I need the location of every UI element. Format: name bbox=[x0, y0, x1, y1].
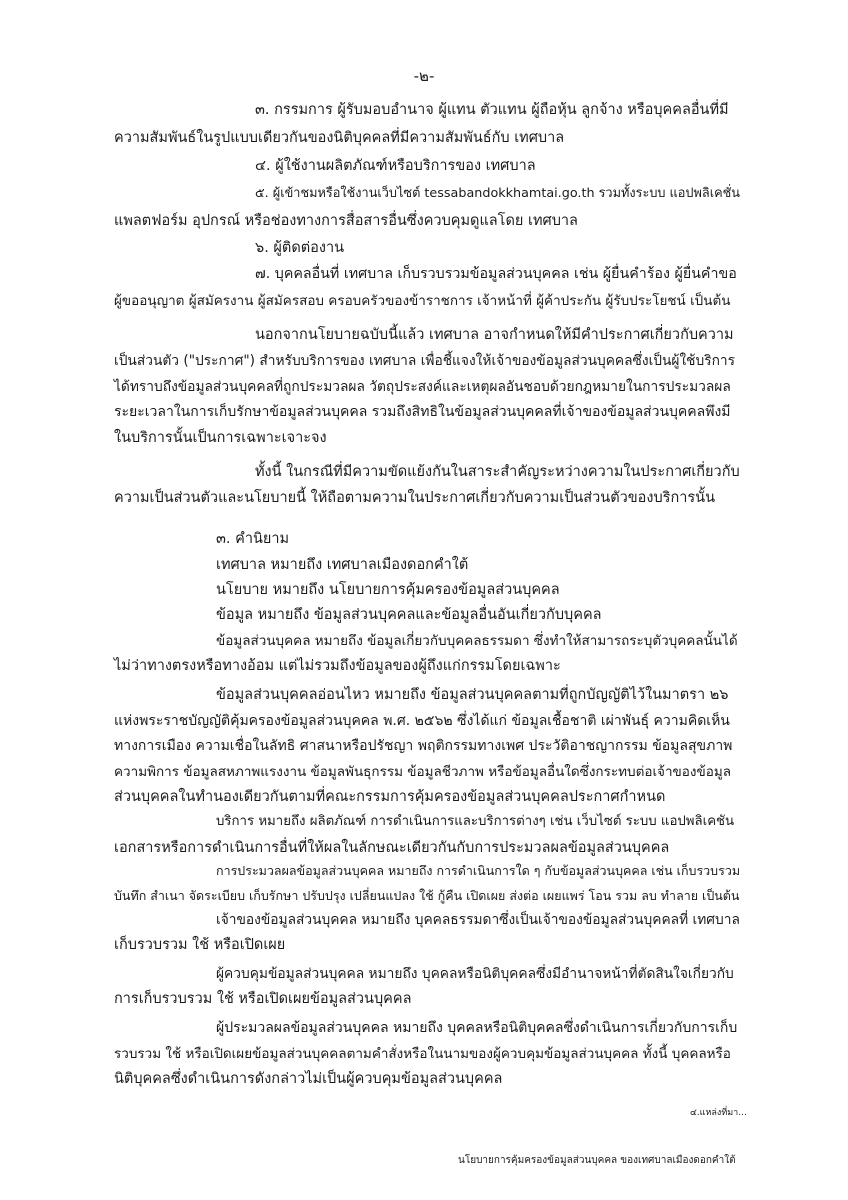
definition-line: การประมวลผลข้อมูลส่วนบุคคล หมายถึง การดำเนินการใด ๆ กับข้อมูลส่วนบุคคล เช่น เก็บรวบรวม bbox=[216, 863, 741, 878]
definition-line: ข้อมูลส่วนบุคคล หมายถึง ข้อมูลเกี่ยวกับบุคคลธรรมดา ซึ่งทำให้สามารถระบุตัวบุคคลนั้นได้ bbox=[216, 633, 738, 649]
paragraph-line: ความเป็นส่วนตัวและนโยบายนี้ ให้ถือตามความในประกาศเกี่ยวกับความเป็นส่วนตัวของบริการนั้น bbox=[114, 490, 715, 506]
definition-line: เอกสารหรือการดำเนินการอื่นที่ให้ผลในลักษณะเดียวกันกับการประมวลผลข้อมูลส่วนบุคคล bbox=[114, 840, 670, 856]
definition-line: บริการ หมายถึง ผลิตภัณฑ์ การดำเนินการและบริการต่างๆ เช่น เว็บไซต์ ระบบ แอปพลิเคชัน bbox=[216, 814, 735, 829]
definition-line: เทศบาล หมายถึง เทศบาลเมืองดอกคำใต้ bbox=[216, 557, 469, 573]
definition-line: ผู้ประมวลผลข้อมูลส่วนบุคคล หมายถึง บุคคลหรือนิติบุคคลซึ่งดำเนินการเกี่ยวกับการเก็บ bbox=[216, 1020, 738, 1036]
definition-line: ผู้ควบคุมข้อมูลส่วนบุคคล หมายถึง บุคคลหรือนิติบุคคลซึ่งมีอำนาจหน้าที่ตัดสินใจเกี่ยวกับ bbox=[216, 966, 734, 982]
definition-line: เจ้าของข้อมูลส่วนบุคคล หมายถึง บุคคลธรรมดาซึ่งเป็นเจ้าของข้อมูลส่วนบุคคลที่ เทศบาล bbox=[216, 912, 740, 928]
definition-line: ความพิการ ข้อมูลสหภาพแรงงาน ข้อมูลพันธุกรรม ข้อมูลชีวภาพ หรือข้อมูลอื่นใดซึ่งกระทบต่อเจ้าของข้อมูล bbox=[114, 764, 731, 780]
definition-line: นโยบาย หมายถึง นโยบายการคุ้มครองข้อมูลส่วนบุคคล bbox=[216, 582, 560, 598]
definition-line: บันทึก สำเนา จัดระเบียบ เก็บรักษา ปรับปรุง เปลี่ยนแปลง ใช้ กู้คืน เปิดเผย ส่งต่อ เผยแพร่ โอน รวม ลบ ทำลาย เป็นต้น bbox=[114, 888, 740, 903]
definition-line: ส่วนบุคคลในทำนองเดียวกันตามที่คณะกรรมการคุ้มครองข้อมูลส่วนบุคคลประกาศกำหนด bbox=[114, 789, 666, 805]
definition-line: การเก็บรวบรวม ใช้ หรือเปิดเผยข้อมูลส่วนบุคคล bbox=[114, 991, 412, 1007]
list-item-3: ๓. กรรมการ ผู้รับมอบอำนาจ ผู้แทน ตัวแทน ผู้ถือหุ้น ลูกจ้าง หรือบุคคลอื่นที่มี bbox=[255, 102, 729, 118]
definition-line: ไม่ว่าทางตรงหรือทางอ้อม แต่ไม่รวมถึงข้อมูลของผู้ถึงแก่กรรมโดยเฉพาะ bbox=[114, 658, 561, 674]
paragraph-line: ระยะเวลาในการเก็บรักษาข้อมูลส่วนบุคคล รวมถึงสิทธิในข้อมูลส่วนบุคคลที่เจ้าของข้อมูลส่วนบุคคลพึงมี bbox=[114, 404, 731, 420]
definition-line: รวบรวม ใช้ หรือเปิดเผยข้อมูลส่วนบุคคลตามคำสั่งหรือในนามของผู้ควบคุมข้อมูลส่วนบุคคล ทั้งนี้ บุคคลหรือ bbox=[114, 1046, 731, 1062]
definition-line: นิติบุคคลซึ่งดำเนินการดังกล่าวไม่เป็นผู้ควบคุมข้อมูลส่วนบุคคล bbox=[114, 1071, 503, 1087]
definition-line: เก็บรวบรวม ใช้ หรือเปิดเผย bbox=[114, 937, 286, 953]
list-item-6: ๖. ผู้ติดต่องาน bbox=[255, 240, 345, 256]
definition-line: แห่งพระราชบัญญัติคุ้มครองข้อมูลส่วนบุคคล พ.ศ. ๒๕๖๒ ซึ่งได้แก่ ข้อมูลเชื้อชาติ เผ่าพันธุ์ ความคิดเห็น bbox=[114, 713, 730, 729]
list-item-5: ๕. ผู้เข้าชมหรือใช้งานเว็บไซต์ tessabandokkhamtai.go.th รวมทั้งระบบ แอปพลิเคชั่น bbox=[255, 186, 741, 201]
definition-line: ข้อมูลส่วนบุคคลอ่อนไหว หมายถึง ข้อมูลส่วนบุคคลตามที่ถูกบัญญัติไว้ในมาตรา ๒๖ bbox=[216, 687, 729, 703]
paragraph-line: ได้ทราบถึงข้อมูลส่วนบุคคลที่ถูกประมวลผล วัตถุประสงค์และเหตุผลอันชอบด้วยกฎหมายในการประมวลผล bbox=[114, 379, 731, 395]
list-item-4: ๔. ผู้ใช้งานผลิตภัณฑ์หรือบริการของ เทศบาล bbox=[255, 158, 536, 174]
page-number: -๒- bbox=[413, 67, 435, 85]
definition-line: ทางการเมือง ความเชื่อในลัทธิ ศาสนาหรือปรัชญา พฤติกรรมทางเพศ ประวัติอาชญากรรม ข้อมูลสุขภาพ bbox=[114, 738, 733, 754]
paragraph-line: ผู้ขออนุญาต ผู้สมัครงาน ผู้สมัครสอบ ครอบครัวของข้าราชการ เจ้าหน้าที่ ผู้ค้าประกัน ผู้รับประโยชน์ เป็นต้น bbox=[114, 293, 731, 309]
list-item-7: ๗. บุคคลอื่นที่ เทศบาล เก็บรวบรวมข้อมูลส่วนบุคคล เช่น ผู้ยื่นคำร้อง ผู้ยื่นคำขอ bbox=[255, 266, 737, 282]
page-footer: นโยบายการคุ้มครองข้อมูลส่วนบุคคล ของเทศบาลเมืองดอกคำใต้ bbox=[458, 1155, 736, 1166]
next-page-reference: ๔.แหล่งที่มา... bbox=[690, 1108, 747, 1118]
paragraph-line: เป็นส่วนตัว ("ประกาศ") สำหรับบริการของ เทศบาล เพื่อชี้แจงให้เจ้าของข้อมูลส่วนบุคคลซึ่งเป็นผู้ใช้บริการ bbox=[114, 353, 736, 369]
paragraph-line: แพลตฟอร์ม อุปกรณ์ หรือช่องทางการสื่อสารอื่นซึ่งควบคุมดูแลโดย เทศบาล bbox=[114, 213, 578, 229]
paragraph-line: ทั้งนี้ ในกรณีที่มีความขัดแย้งกันในสาระสำคัญระหว่างความในประกาศเกี่ยวกับ bbox=[255, 464, 740, 480]
section-heading: ๓. คำนิยาม bbox=[216, 531, 290, 547]
definition-line: ข้อมูล หมายถึง ข้อมูลส่วนบุคคลและข้อมูลอื่นอันเกี่ยวกับบุคคล bbox=[216, 607, 602, 623]
paragraph-line: ในบริการนั้นเป็นการเฉพาะเจาะจง bbox=[114, 430, 327, 446]
paragraph-line: นอกจากนโยบายฉบับนี้แล้ว เทศบาล อาจกำหนดให้มีคำประกาศเกี่ยวกับความ bbox=[255, 327, 734, 343]
paragraph-line: ความสัมพันธ์ในรูปแบบเดียวกันของนิติบุคคลที่มีความสัมพันธ์กับ เทศบาล bbox=[114, 130, 565, 146]
